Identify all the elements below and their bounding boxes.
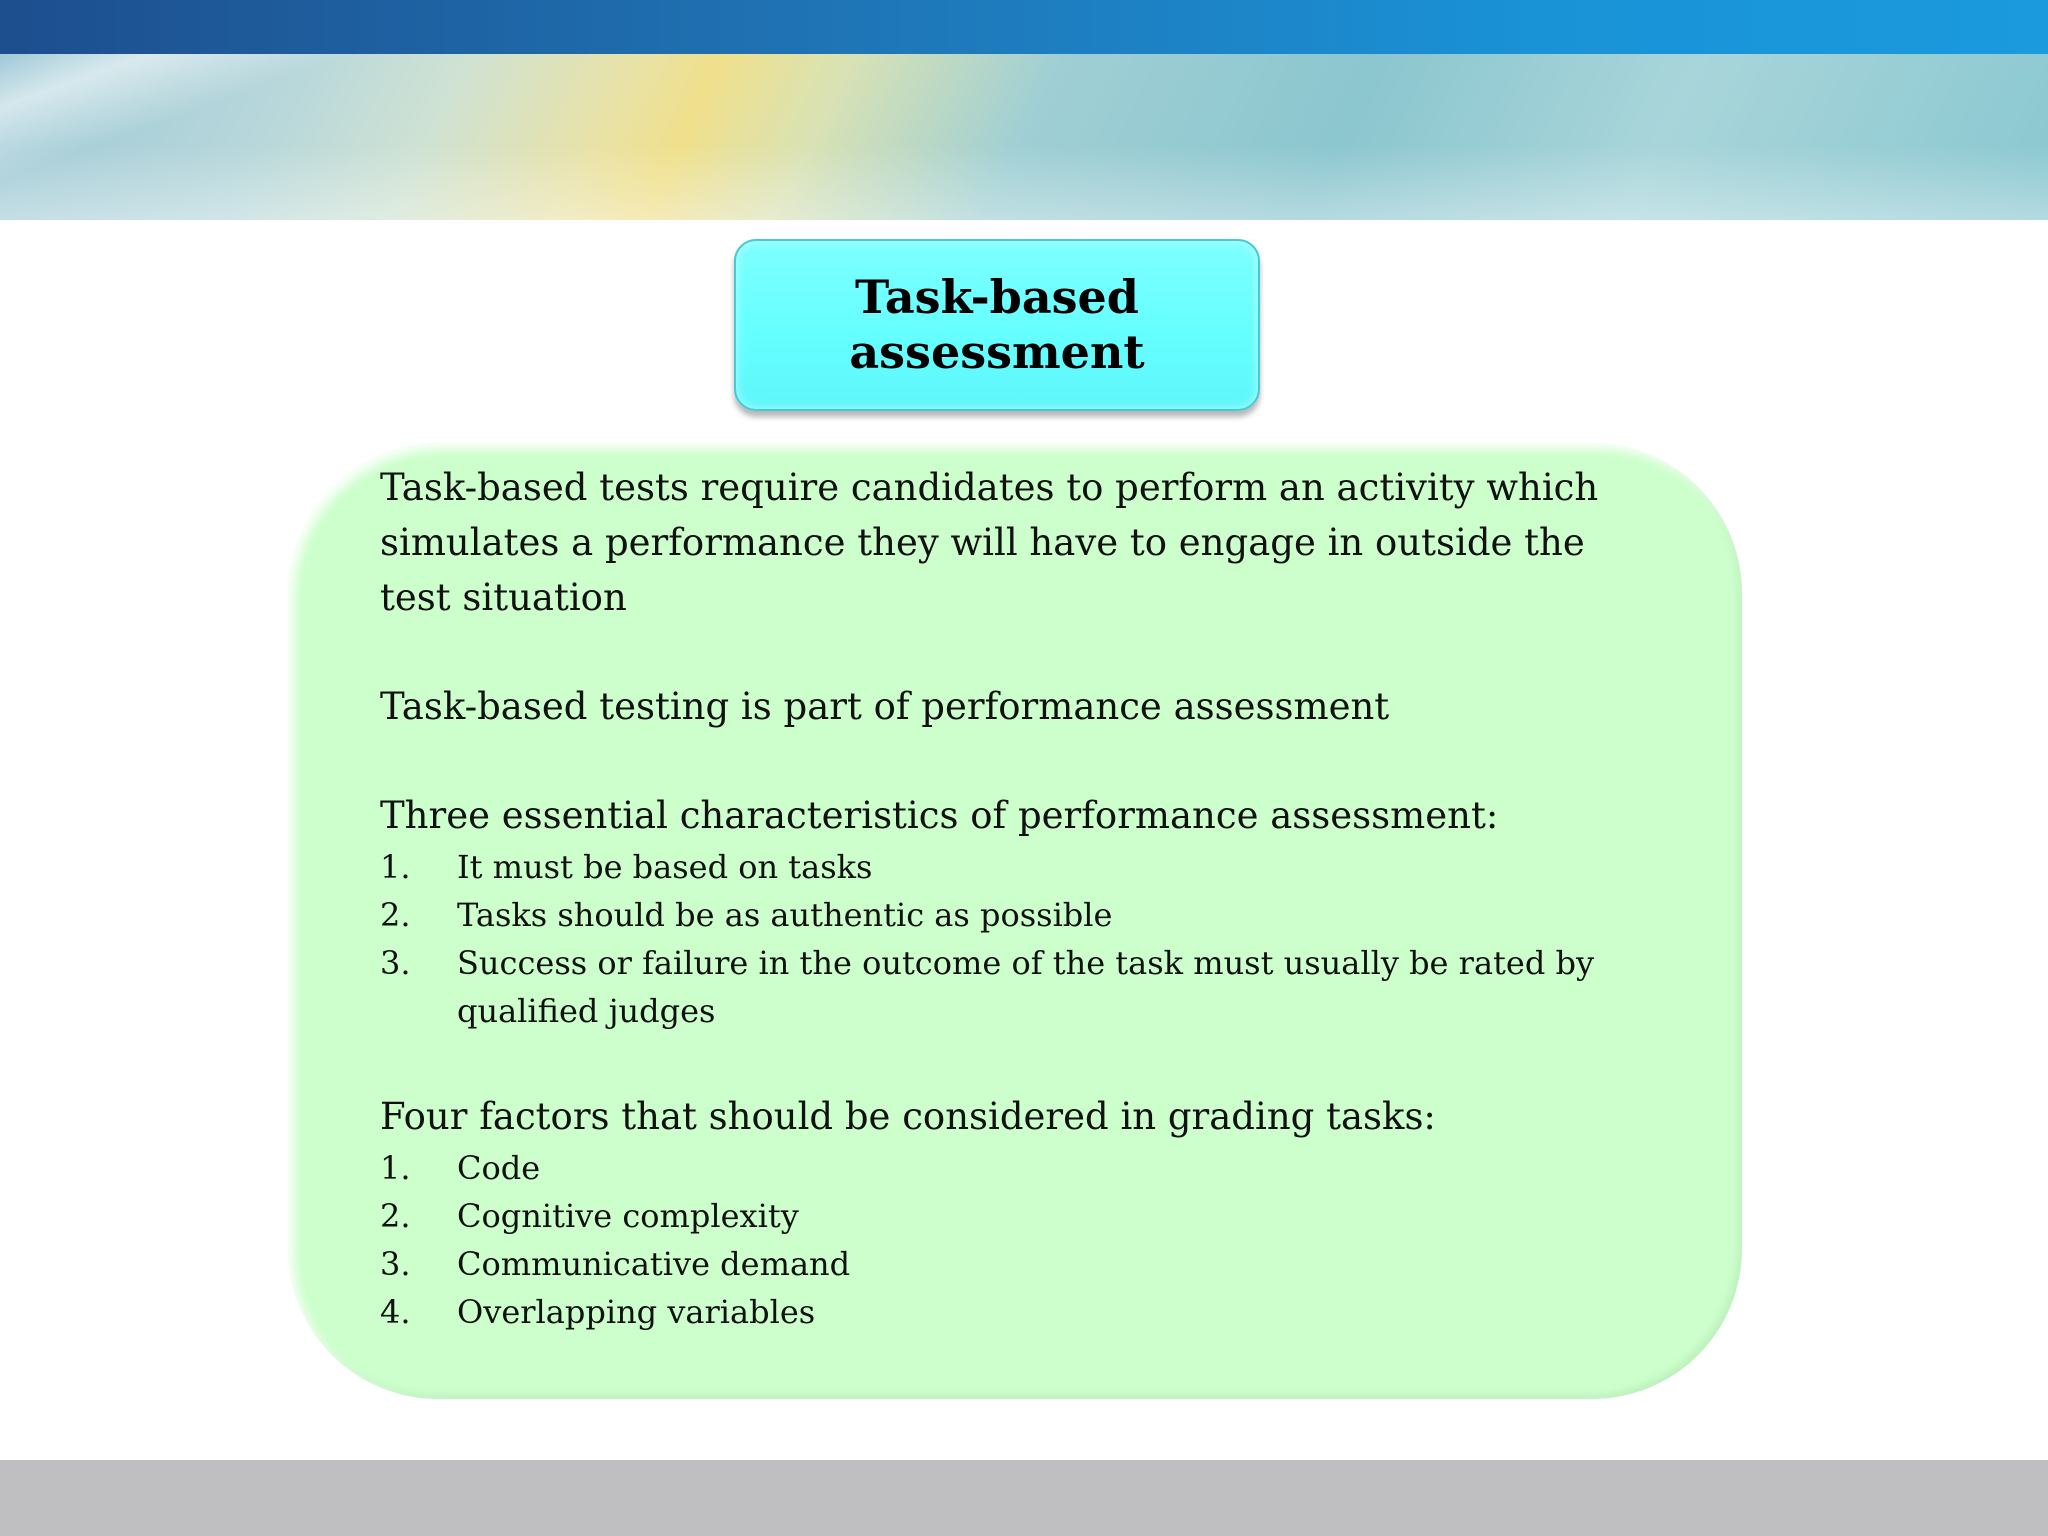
footer-bar bbox=[0, 1460, 2048, 1536]
spacer bbox=[380, 734, 1642, 788]
list-item bbox=[380, 1288, 1642, 1336]
list-item-text: Communicative demand bbox=[457, 1245, 851, 1283]
list-item bbox=[380, 1144, 1642, 1192]
list-item bbox=[380, 891, 1642, 939]
list-item-number: 3. bbox=[380, 944, 411, 982]
factors-heading: Four factors that should be considered in grading tasks: bbox=[380, 1095, 1436, 1138]
list-item-text: Success or failure in the outcome of the task must usually be rated by qualified judges bbox=[457, 944, 1595, 1030]
list-item bbox=[380, 843, 1642, 891]
list-item-number: 1. bbox=[380, 1149, 411, 1187]
slide-title-box bbox=[734, 239, 1260, 411]
characteristics-list bbox=[380, 843, 1642, 1035]
list-item-number: 2. bbox=[380, 896, 411, 934]
factors-list bbox=[380, 1144, 1642, 1336]
list-item-text: It must be based on tasks bbox=[457, 848, 873, 886]
header-bar bbox=[0, 0, 2048, 54]
list-item-number: 3. bbox=[380, 1245, 411, 1283]
list-item-number: 4. bbox=[380, 1293, 411, 1331]
header-banner bbox=[0, 54, 2048, 220]
content-panel bbox=[288, 443, 1742, 1399]
spacer bbox=[380, 1035, 1642, 1089]
spacer bbox=[380, 625, 1642, 679]
slide-title bbox=[777, 270, 1217, 380]
list-item bbox=[380, 1192, 1642, 1240]
slide-title-line-2: assessment bbox=[849, 325, 1145, 379]
list-item-text: Cognitive complexity bbox=[457, 1197, 799, 1235]
list-item-text: Code bbox=[457, 1149, 541, 1187]
list-item bbox=[380, 1240, 1642, 1288]
list-item-number: 2. bbox=[380, 1197, 411, 1235]
list-item-text: Overlapping variables bbox=[457, 1293, 816, 1331]
list-item bbox=[380, 939, 1642, 1035]
list-item-text: Tasks should be as authentic as possible bbox=[457, 896, 1113, 934]
slide-title-line-1: Task-based bbox=[855, 270, 1139, 324]
characteristics-heading: Three essential characteristics of performance assessment: bbox=[380, 794, 1499, 837]
intro-paragraph: Task-based tests require candidates to perform an activity which simulates a performance they will have to engage in outside the test situation bbox=[380, 466, 1599, 619]
list-item-number: 1. bbox=[380, 848, 411, 886]
statement-paragraph: Task-based testing is part of performance assessment bbox=[380, 685, 1390, 728]
